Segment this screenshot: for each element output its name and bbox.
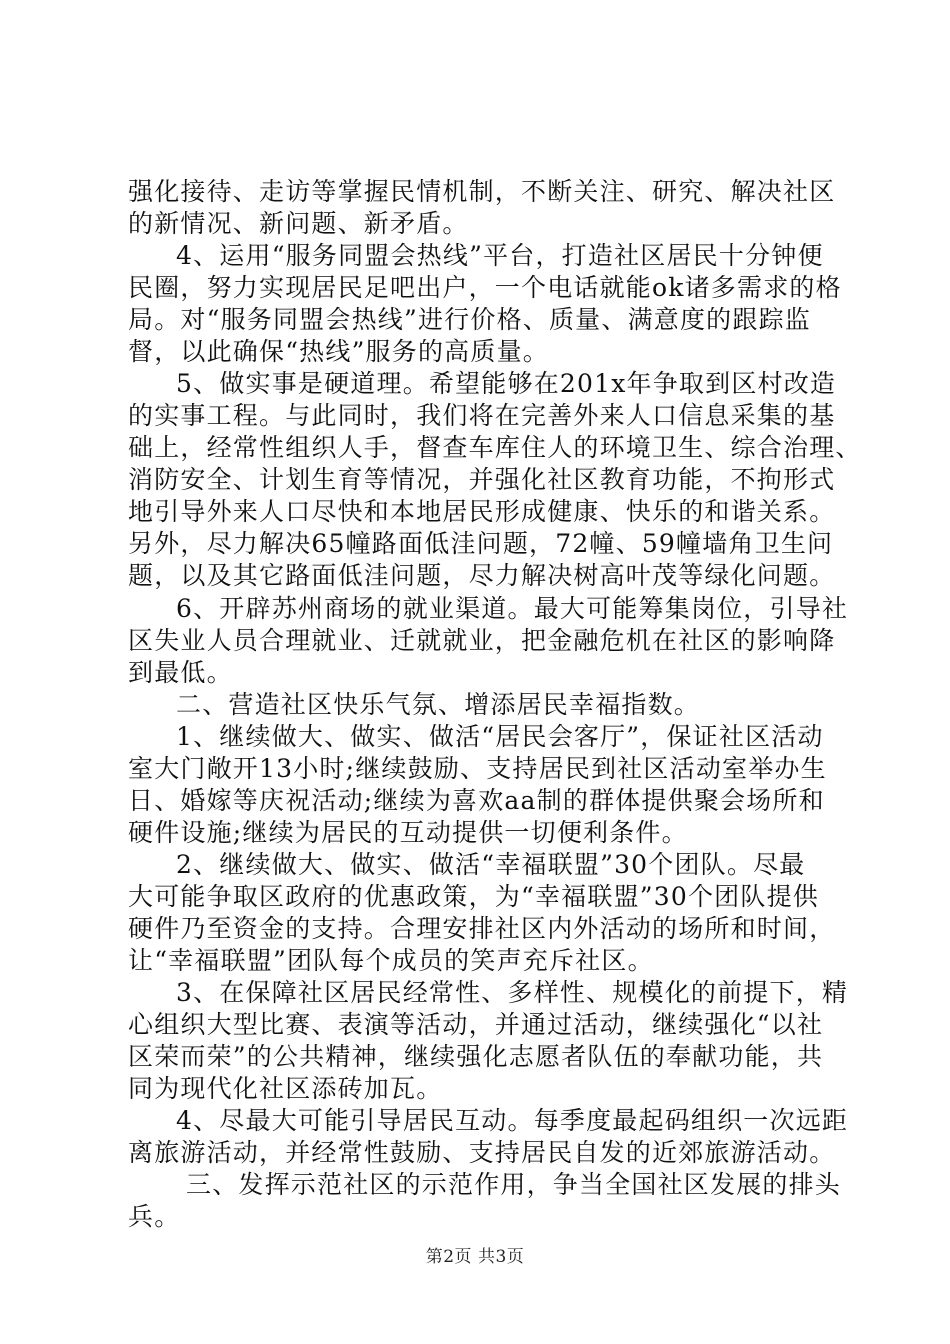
text-line: 4、尽最大可能引导居民互动。每季度最起码组织一次远距 [176,1106,849,1135]
text-line: 另外，尽力解决65幢路面低洼问题，72幢、59幢墙角卫生问 [128,529,834,558]
text-line: 同为现代化社区添砖加瓦。 [128,1074,443,1103]
text-line: 1、继续做大、做实、做活“居民会客厅”，保证社区活动 [176,722,824,751]
text-line: 3、在保障社区居民经常性、多样性、规模化的前提下，精 [176,978,849,1007]
text-line: 区荣而荣”的公共精神，继续强化志愿者队伍的奉献功能，共 [128,1042,824,1071]
section-heading: 二、营造社区快乐气氛、增添居民幸福指数。 [176,690,701,719]
text-line: 室大门敞开13小时;继续鼓励、支持居民到社区活动室举办生 [128,754,827,783]
text-line: 消防安全、计划生育等情况，并强化社区教育功能，不拘形式 [128,465,836,494]
text-line: 民圈，努力实现居民足吧出户，一个电话就能ok诸多需求的格 [128,273,842,302]
page-number-footer: 第2页 共3页 [425,1247,525,1267]
text-line: 日、婚嫁等庆祝活动;继续为喜欢aa制的群体提供聚会场所和 [128,786,825,815]
text-line: 兵。 [128,1202,181,1231]
text-line: 础上，经常性组织人手，督查车库住人的环境卫生、综合治理、 [128,433,862,462]
text-line: 心组织大型比赛、表演等活动，并通过活动，继续强化“以社 [128,1010,824,1039]
text-line: 2、继续做大、做实、做活“幸福联盟”30个团队。尽最 [176,850,806,879]
text-line: 离旅游活动，并经常性鼓励、支持居民自发的近郊旅游活动。 [128,1138,836,1167]
text-line: 强化接待、走访等掌握民情机制，不断关注、研究、解决社区 [128,177,836,206]
text-line: 4、运用“服务同盟会热线”平台，打造社区居民十分钟便 [176,241,824,270]
text-line: 题，以及其它路面低洼问题，尽力解决树高叶茂等绿化问题。 [128,561,836,590]
text-line: 督，以此确保“热线”服务的高质量。 [128,337,549,366]
text-line: 地引导外来人口尽快和本地居民形成健康、快乐的和谐关系。 [128,497,836,526]
text-line: 6、开辟苏州商场的就业渠道。最大可能筹集岗位，引导社 [176,594,849,623]
text-line: 硬件乃至资金的支持。合理安排社区内外活动的场所和时间， [128,914,836,943]
text-line: 区失业人员合理就业、迁就就业，把金融危机在社区的影响降 [128,626,836,655]
text-line: 的新情况、新问题、新矛盾。 [128,209,469,238]
text-line: 5、做实事是硬道理。希望能够在201x年争取到区村改造 [176,369,837,398]
text-line: 大可能争取区政府的优惠政策，为“幸福联盟”30个团队提供 [128,882,819,911]
text-line: 局。对“服务同盟会热线”进行价格、质量、满意度的跟踪监 [128,305,811,334]
section-heading: 三、发挥示范社区的示范作用，争当全国社区发展的排头 [186,1170,842,1199]
text-line: 到最低。 [128,658,233,687]
text-line: 让“幸福联盟”团队每个成员的笑声充斥社区。 [128,946,654,975]
text-line: 硬件设施;继续为居民的互动提供一切便利条件。 [128,818,688,847]
text-line: 的实事工程。与此同时，我们将在完善外来人口信息采集的基 [128,401,836,430]
